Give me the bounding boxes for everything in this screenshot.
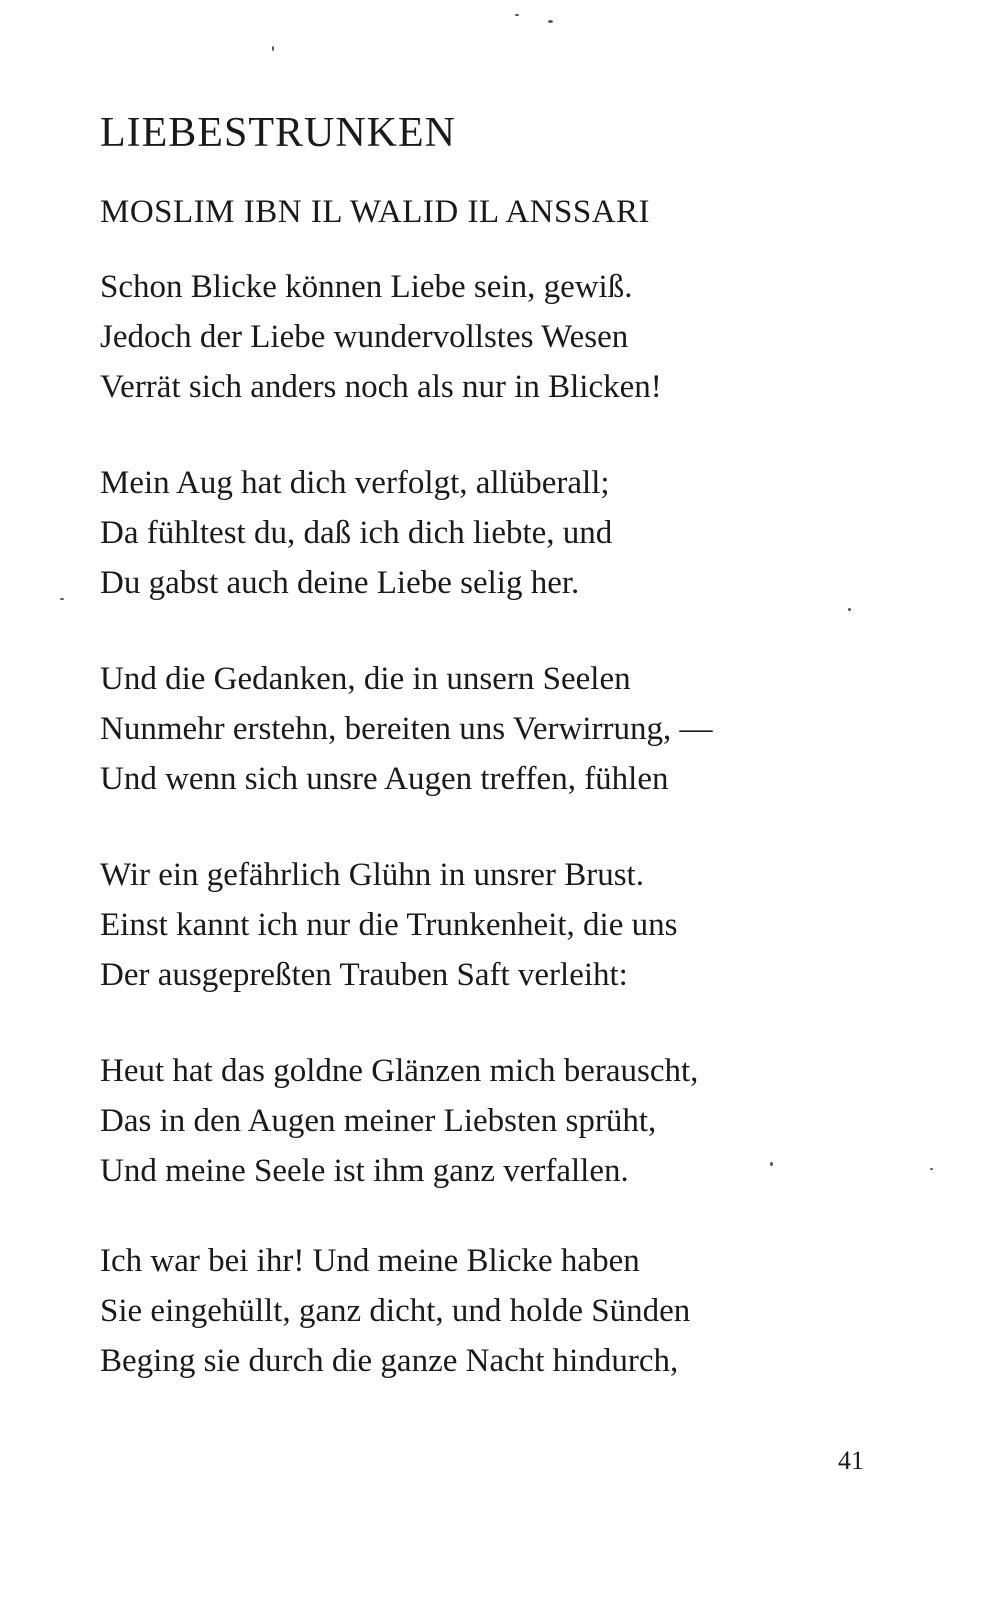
- verse-line: Das in den Augen meiner Liebsten sprüht,: [100, 1103, 657, 1139]
- verse-line: Mein Aug hat dich verfolgt, allüberall;: [100, 465, 610, 501]
- verse-line: Der ausgepreßten Trauben Saft verleiht:: [100, 957, 628, 993]
- verse-line: Und meine Seele ist ihm ganz verfallen.: [100, 1153, 629, 1189]
- verse-line: Du gabst auch deine Liebe selig her.: [100, 565, 580, 601]
- verse-line: Wir ein gefährlich Glühn in unsrer Brust.: [100, 857, 644, 893]
- stanza: [100, 458, 920, 608]
- verse-line: Nunmehr erstehn, bereiten uns Verwirrung, —: [100, 711, 713, 747]
- scan-speck: [548, 20, 553, 23]
- stanza: [100, 1236, 920, 1386]
- verse-line: Verrät sich anders noch als nur in Blicken!: [100, 369, 662, 405]
- stanza: [100, 654, 920, 804]
- verse-line: Schon Blicke können Liebe sein, gewiß.: [100, 269, 633, 305]
- scan-speck: [60, 598, 64, 600]
- stanza: [100, 262, 920, 412]
- stanza: [100, 1046, 920, 1196]
- verse-line: Ich war bei ihr! Und meine Blicke haben: [100, 1243, 640, 1279]
- page-number: 41: [838, 1446, 864, 1475]
- verse-line: Da fühltest du, daß ich dich liebte, und: [100, 515, 613, 551]
- scan-speck: [272, 46, 274, 51]
- poem-title: LIEBESTRUNKEN: [100, 110, 456, 156]
- verse-line: Heut hat das goldne Glänzen mich berauscht,: [100, 1053, 699, 1089]
- scan-speck: [848, 608, 851, 611]
- verse-line: Und wenn sich unsre Augen treffen, fühlen: [100, 761, 669, 797]
- scan-speck: [515, 14, 519, 16]
- verse-line: Einst kannt ich nur die Trunkenheit, die uns: [100, 907, 678, 943]
- poem-author: MOSLIM IBN IL WALID IL ANSSARI: [100, 194, 651, 230]
- verse-line: Jedoch der Liebe wundervollstes Wesen: [100, 319, 629, 355]
- verse-line: Und die Gedanken, die in unsern Seelen: [100, 661, 631, 697]
- verse-line: Beging sie durch die ganze Nacht hindurch,: [100, 1343, 679, 1379]
- verse-line: Sie eingehüllt, ganz dicht, und holde Sünden: [100, 1293, 691, 1329]
- stanza: [100, 850, 920, 1000]
- scan-speck: [930, 1168, 933, 1170]
